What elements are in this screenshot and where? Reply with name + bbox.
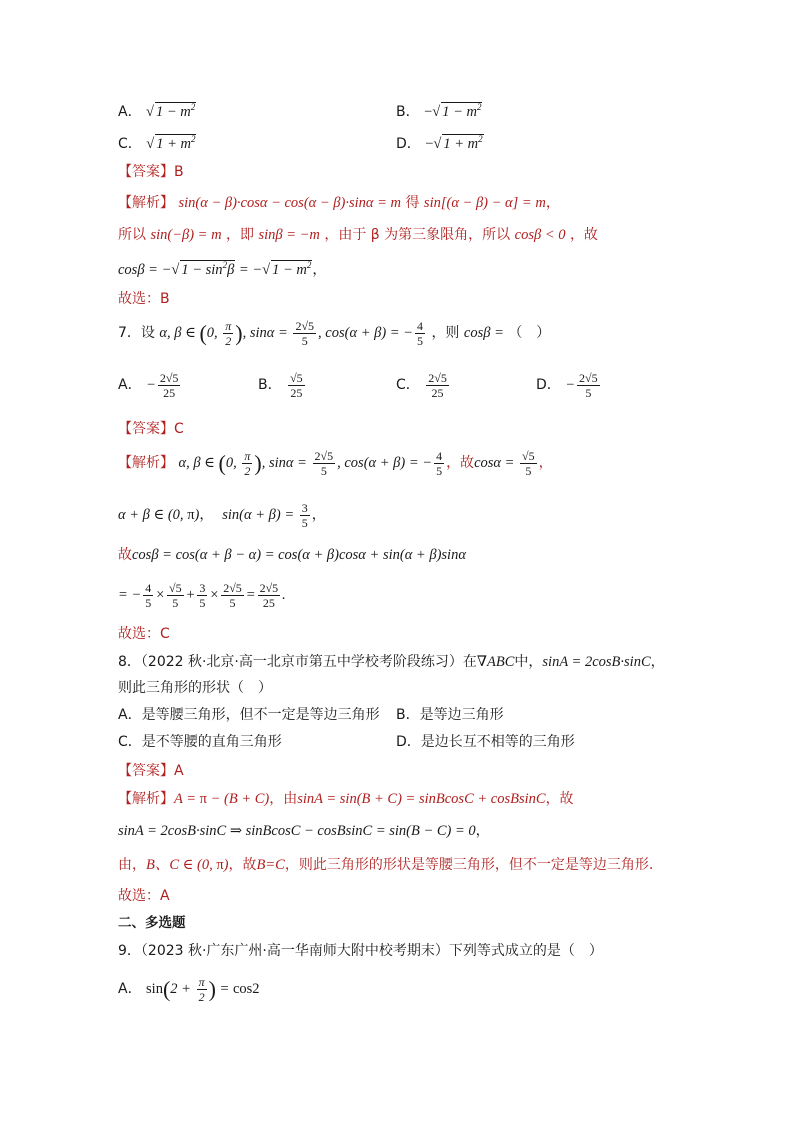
q7-analysis-line1: 【解析】 α, β ∈ (0, $\frac{\pi}{2}$ ), sinα = $\frac{2√5}{5}$ , cos(α + β) = − $\frac{4}{5}$ ，故cosα = $\frac{√5}{5}$ ，: [118, 449, 553, 478]
q8-option-b: B．是等边三角形: [396, 707, 504, 723]
q8-answer: 【答案】A: [118, 763, 184, 779]
q9-option-a: A． sin(2 + $\frac{\pi}{2}$ ) = cos2: [118, 975, 260, 1004]
q8-select: 故选：A: [118, 888, 170, 904]
analysis-tag: 【解析】: [118, 195, 174, 211]
q6-option-a: A． √ $1 - m^2$: [118, 102, 196, 119]
question-stem: 8．（2022 秋·北京·高一北京市第五中学校考阶段练习）在: [118, 654, 477, 670]
option-label: A．: [118, 376, 142, 393]
option-label: A．: [118, 103, 142, 120]
q8-option-c: C．是不等腰的直角三角形: [118, 734, 282, 750]
analysis-text: 所以: [118, 227, 146, 243]
q8-stem-line2: 则此三角形的形状（ ）: [118, 680, 272, 696]
analysis-text: ，故: [228, 857, 257, 873]
q6-analysis-line2: 所以 sin(−β) = m ，即 sinβ = −m ，由于 β 为第三象限角，所以 cosβ < 0 ，故: [118, 227, 598, 243]
q8-option-d: D．是边长互不相等的三角形: [396, 734, 575, 750]
q7-stem: 7．设 α, β ∈ (0, $\frac{\pi}{2}$ ), sinα = $\frac{2√5}{5}$ , cos(α + β) = − $\frac{4}{5}$ ，则 cosβ = （ ）: [118, 319, 551, 348]
q6-analysis-line3: cosβ = −√ $1 - \sin^2\beta$ = −√ $1 - m^2$，: [118, 260, 326, 277]
q6-analysis-line1: 【解析】 sin(α − β)·cosα − cos(α − β)·sinα = m 得 sin[(α − β) − α] = m，: [118, 195, 560, 211]
option-label: A．: [118, 980, 142, 997]
q8-analysis-line3: 由，B、C ∈ (0, π)，故B=C，则此三角形的形状是等腰三角形，但不一定是等边三角形.: [118, 857, 654, 873]
q6-option-c: C． √ $1 + m^2$: [118, 134, 196, 151]
q7-analysis-line4: = − $\frac{4}{5}$ × $\frac{√5}{5}$ + $\frac{3}{5}$ × $\frac{2√5}{5}$ = $\frac{2√5}{25}$ .: [118, 581, 286, 610]
q7-option-d: D． − $\frac{2√5}{5}$: [536, 371, 598, 400]
q8-option-a: A．是等腰三角形，但不一定是等边三角形: [118, 707, 380, 723]
q6-option-d: D． −√ $1 + m^2$: [396, 134, 484, 151]
option-label: B．: [396, 103, 420, 120]
analysis-text: 故: [118, 547, 132, 563]
analysis-text: ，即: [226, 227, 254, 243]
q7-analysis-line3: 故cosβ = cos(α + β − α) = cos(α + β)cosα + sin(α + β)sinα: [118, 547, 466, 563]
section-heading: 二、多选题: [118, 915, 186, 931]
q6-select: 故选：B: [118, 291, 170, 307]
q8-analysis-line1: 【解析】A = π − (B + C)，由sinA = sin(B + C) = sinBcosC + cosBsinC，故: [118, 791, 574, 807]
analysis-text: ，故: [545, 791, 574, 807]
q8-analysis-line2: sinA = 2cosB·sinC ⇒ sinBcosC − cosBsinC = sin(B − C) = 0，: [118, 823, 490, 839]
q7-option-a: A． − $\frac{2√5}{25}$: [118, 371, 179, 400]
option-label: C．: [118, 135, 142, 152]
q6-answer: 【答案】B: [118, 164, 184, 180]
analysis-text: ，故: [446, 454, 475, 471]
q8-stem-line1: 8．（2022 秋·北京·高一北京市第五中学校考阶段练习）在∇ABC中，sinA = 2cosB·sinC，: [118, 654, 665, 670]
analysis-text: 得: [405, 195, 420, 211]
q7-analysis-line2: α + β ∈ (0, π)， sin(α + β) = $\frac{3}{5}$ ，: [118, 501, 326, 530]
analysis-text: ，由于 β 为第三象限角，所以: [324, 227, 511, 243]
option-label: D．: [536, 376, 561, 393]
analysis-tag: 【解析】: [118, 454, 174, 471]
option-label: B．: [258, 376, 282, 393]
analysis-text: ，故: [569, 227, 598, 243]
analysis-text: ，由: [269, 791, 298, 807]
q7-option-c: C． $\frac{2√5}{25}$: [396, 371, 447, 400]
option-label: D．: [396, 135, 421, 152]
analysis-text: 由，: [118, 857, 146, 873]
question-number: 7．设: [118, 324, 155, 341]
q7-option-b: B． $\frac{√5}{25}$: [258, 371, 303, 400]
q7-select: 故选：C: [118, 626, 170, 642]
analysis-tag: 【解析】: [118, 791, 174, 807]
q9-stem: 9．（2023 秋·广东广州·高一华南师大附中校考期末）下列等式成立的是（ ）: [118, 943, 603, 959]
q6-option-b: B． −√ $1 - m^2$: [396, 102, 482, 119]
analysis-text: ，则此三角形的形状是等腰三角形，但不一定是等边三角形.: [284, 857, 654, 873]
option-label: C．: [396, 376, 420, 393]
stem-paren: （ ）: [508, 324, 551, 341]
stem-text: 中，: [514, 654, 543, 670]
stem-text: ，则: [431, 324, 460, 341]
q7-answer: 【答案】C: [118, 421, 184, 437]
